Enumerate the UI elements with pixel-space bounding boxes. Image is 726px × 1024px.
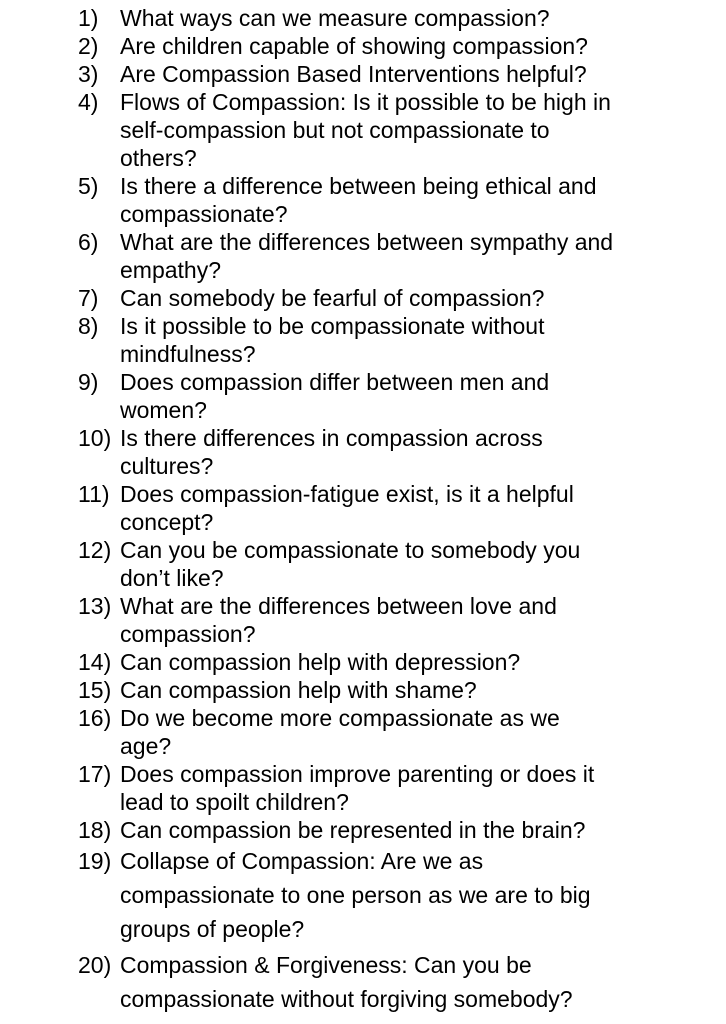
question-text-line: Are Compassion Based Interventions helpful? <box>120 61 587 87</box>
question-text-line: Can compassion be represented in the brain? <box>120 817 586 843</box>
question-text-line: Collapse of Compassion: Are we as <box>120 848 484 874</box>
question-item-11 <box>78 480 718 536</box>
question-text-line: Can somebody be fearful of compassion? <box>120 285 545 311</box>
question-item-16 <box>78 704 718 760</box>
question-text-line: Can compassion help with depression? <box>120 649 521 675</box>
question-number: 1) <box>78 5 99 31</box>
question-item-9 <box>78 368 718 424</box>
question-number: 19) <box>78 848 112 874</box>
question-text-line: concept? <box>120 509 214 535</box>
question-number: 8) <box>78 313 99 339</box>
question-text-line: Is there differences in compassion across <box>120 425 543 451</box>
question-number: 4) <box>78 89 99 115</box>
question-number: 11) <box>78 481 110 507</box>
question-text-line: compassionate to one person as we are to big <box>120 882 591 908</box>
question-text-line: compassionate without forgiving somebody? <box>120 986 573 1012</box>
question-text-line: Can you be compassionate to somebody you <box>120 537 581 563</box>
question-text-line: Compassion & Forgiveness: Can you be <box>120 952 532 978</box>
question-text-line: others? <box>120 145 197 171</box>
question-number: 18) <box>78 817 112 843</box>
question-item-20 <box>78 948 718 1016</box>
question-text-line: Is there a difference between being ethical and <box>120 173 597 199</box>
question-text-line: self-compassion but not compassionate to <box>120 117 550 143</box>
question-item-1 <box>78 4 718 32</box>
question-text-line: empathy? <box>120 257 222 283</box>
question-item-18 <box>78 816 718 844</box>
question-item-4 <box>78 88 718 172</box>
question-number: 17) <box>78 761 112 787</box>
question-text-line: cultures? <box>120 453 214 479</box>
question-text-line: mindfulness? <box>120 341 256 367</box>
question-number: 13) <box>78 593 112 619</box>
question-number: 10) <box>78 425 112 451</box>
question-number: 15) <box>78 677 112 703</box>
question-item-17 <box>78 760 718 816</box>
question-text-line: Can compassion help with shame? <box>120 677 477 703</box>
question-number: 7) <box>78 285 99 311</box>
question-number: 3) <box>78 61 99 87</box>
question-number: 6) <box>78 229 99 255</box>
question-list <box>78 4 718 1016</box>
question-number: 9) <box>78 369 99 395</box>
question-item-8 <box>78 312 718 368</box>
question-text-line: Are children capable of showing compassion? <box>120 33 588 59</box>
question-text-line: Does compassion improve parenting or does it <box>120 761 595 787</box>
question-item-5 <box>78 172 718 228</box>
question-text-line: don’t like? <box>120 565 224 591</box>
question-item-14 <box>78 648 718 676</box>
question-text-line: women? <box>120 397 207 423</box>
question-text-line: age? <box>120 733 172 759</box>
question-item-6 <box>78 228 718 284</box>
question-item-2 <box>78 32 718 60</box>
question-text-line: Is it possible to be compassionate without <box>120 313 545 339</box>
question-item-10 <box>78 424 718 480</box>
question-text-line: Do we become more compassionate as we <box>120 705 560 731</box>
question-text-line: Flows of Compassion: Is it possible to be high in <box>120 89 611 115</box>
question-item-15 <box>78 676 718 704</box>
question-text-line: compassionate? <box>120 201 288 227</box>
question-number: 20) <box>78 952 112 978</box>
question-item-12 <box>78 536 718 592</box>
question-text-line: groups of people? <box>120 916 305 942</box>
question-text-line: lead to spoilt children? <box>120 789 349 815</box>
question-text-line: What are the differences between sympathy and <box>120 229 614 255</box>
question-text-line: compassion? <box>120 621 256 647</box>
question-item-19 <box>78 844 718 946</box>
question-number: 5) <box>78 173 99 199</box>
question-number: 12) <box>78 537 112 563</box>
question-text-line: Does compassion differ between men and <box>120 369 550 395</box>
question-number: 2) <box>78 33 99 59</box>
question-item-7 <box>78 284 718 312</box>
question-number: 16) <box>78 705 112 731</box>
question-text-line: Does compassion-fatigue exist, is it a helpful <box>120 481 574 507</box>
question-text-line: What are the differences between love and <box>120 593 557 619</box>
question-item-3 <box>78 60 718 88</box>
question-item-13 <box>78 592 718 648</box>
question-text-line: What ways can we measure compassion? <box>120 5 550 31</box>
question-number: 14) <box>78 649 112 675</box>
